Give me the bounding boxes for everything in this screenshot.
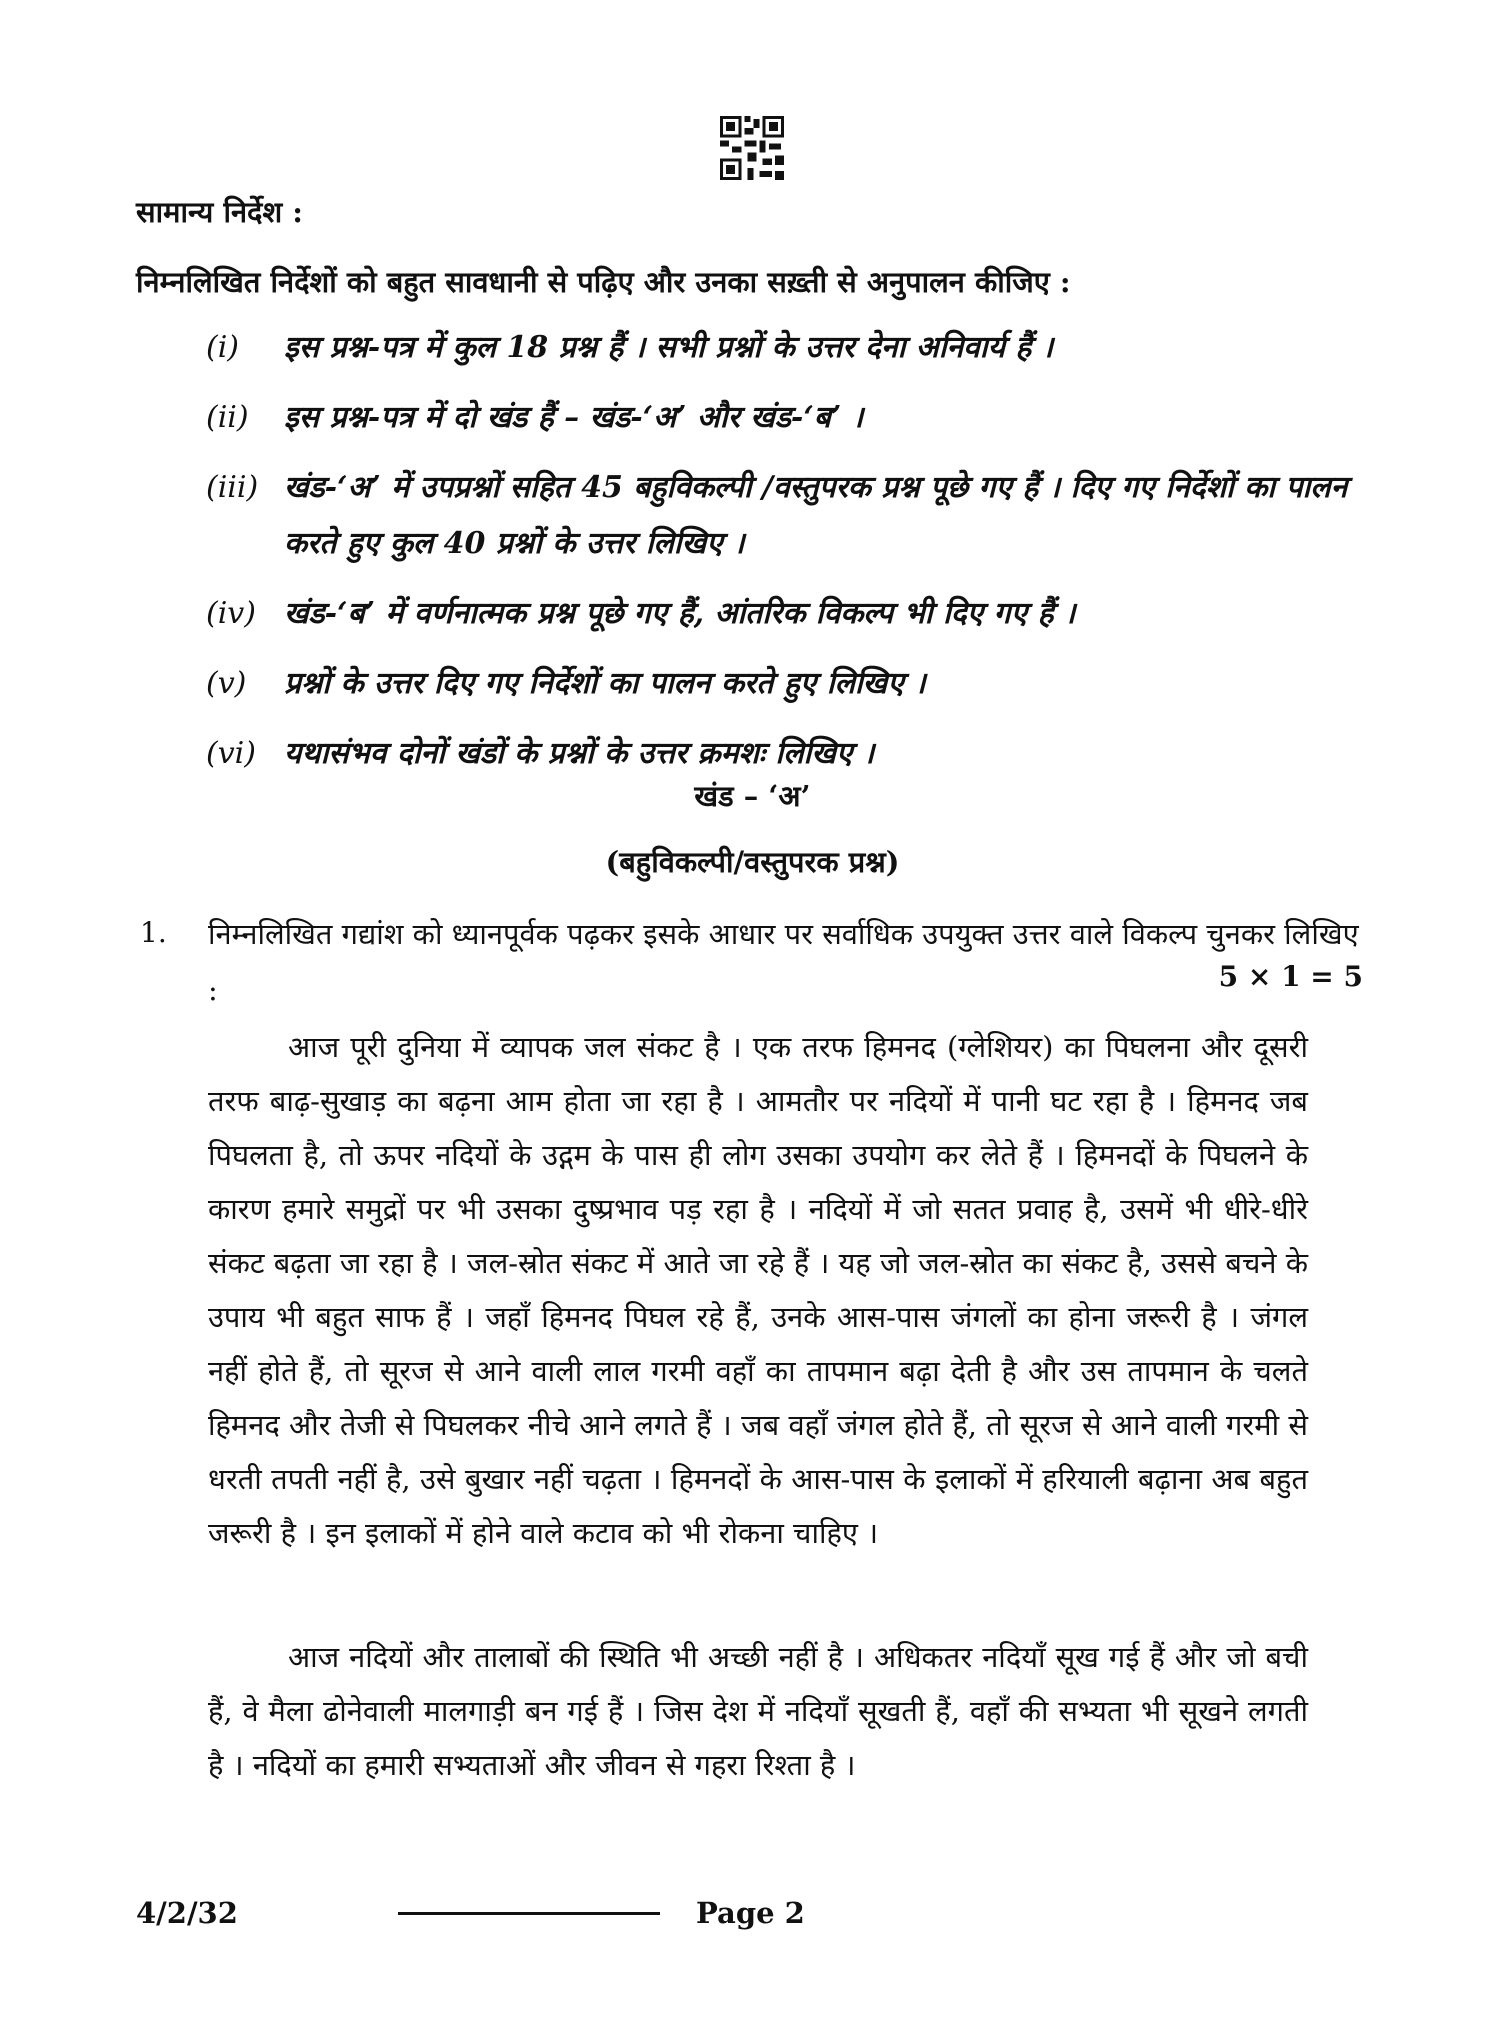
instruction-text: यथासंभव दोनों खंडों के प्रश्नों के उत्तर क्रमशः लिखिए । xyxy=(284,736,875,771)
paper-code: 4/2/32 xyxy=(136,1896,238,1930)
instruction-item xyxy=(206,460,1386,572)
section-subtitle: (बहुविकल्पी/वस्तुपरक प्रश्न) xyxy=(605,845,900,879)
question-marks: 5 × 1 = 5 xyxy=(1218,960,1363,993)
footer-divider xyxy=(398,1912,660,1915)
instruction-item xyxy=(206,390,1386,446)
instruction-number: (i) xyxy=(206,330,240,365)
instructions-list xyxy=(206,320,1386,796)
instruction-text: इस प्रश्न-पत्र में दो खंड हैं – खंड-‘अ’ और खंड-‘ब’ । xyxy=(284,400,864,435)
instruction-number: (iii) xyxy=(206,470,259,505)
instruction-text: खंड-‘ब’ में वर्णनात्मक प्रश्न पूछे गए हैं, आंतरिक विकल्प भी दिए गए हैं । xyxy=(284,596,1076,631)
instruction-number: (vi) xyxy=(206,736,256,771)
question-number: 1. xyxy=(140,916,167,949)
instruction-number: (iv) xyxy=(206,596,256,631)
instruction-item xyxy=(206,586,1386,642)
qr-code-icon xyxy=(720,116,784,180)
passage-paragraph-1: आज पूरी दुनिया में व्यापक जल संकट है । एक तरफ हिमनद (ग्लेशियर) का पिघलना और दूसरी तरफ बाढ़-सुखाड़ का बढ़ना आम होता जा रहा है । आमतौर पर नदियों में पानी घट रहा है । हिमनद जब पिघलता है, तो ऊपर नदियों के उद्गम के पास ही लोग उसका उपयोग कर लेते हैं । हिमनदों के पिघलने के कारण हमारे समुद्रों पर भी उसका दुष्प्रभाव पड़ रहा है । नदियों में जो सतत प्रवाह है, उसमें भी धीरे-धीरे संकट बढ़ता जा रहा है । जल-स्रोत संकट में आते जा रहे हैं । यह जो जल-स्रोत का संकट है, उससे बचने के उपाय भी बहुत साफ हैं । जहाँ हिमनद पिघल रहे हैं, उनके आस-पास जंगलों का होना जरूरी है । जंगल नहीं होते हैं, तो सूरज से आने वाली लाल गरमी वहाँ का तापमान बढ़ा देती है और उस तापमान के चलते हिमनद और तेजी से पिघलकर नीचे आने लगते हैं । जब वहाँ जंगल होते हैं, तो सूरज से आने वाली गरमी से धरती तपती नहीं है, उसे बुखार नहीं चढ़ता । हिमनदों के आस-पास के इलाकों में हरियाली बढ़ाना अब बहुत जरूरी है । इन इलाकों में होने वाले कटाव को भी रोकना चाहिए । xyxy=(208,1030,1308,1550)
instruction-item xyxy=(206,656,1386,712)
general-instructions-intro: निम्नलिखित निर्देशों को बहुत सावधानी से पढ़िए और उनका सख़्ती से अनुपालन कीजिए : xyxy=(136,265,1071,299)
section-title: खंड – ‘अ’ xyxy=(694,779,811,813)
passage-paragraph-2: आज नदियों और तालाबों की स्थिति भी अच्छी नहीं है । अधिकतर नदियाँ सूख गई हैं और जो बची हैं, वे मैला ढोनेवाली मालगाड़ी बन गई हैं । जिस देश में नदियाँ सूखती हैं, वहाँ की सभ्यता भी सूखने लगती है । नदियों का हमारी सभ्यताओं और जीवन से गहरा रिश्ता है । xyxy=(208,1640,1308,1782)
instruction-item xyxy=(206,320,1386,376)
instruction-text: प्रश्नों के उत्तर दिए गए निर्देशों का पालन करते हुए लिखिए । xyxy=(284,666,926,701)
instruction-number: (ii) xyxy=(206,400,249,435)
page-number: Page 2 xyxy=(696,1896,805,1930)
instruction-text: इस प्रश्न-पत्र में कुल 18 प्रश्न हैं । सभी प्रश्नों के उत्तर देना अनिवार्य हैं । xyxy=(284,330,1054,365)
question-text: निम्नलिखित गद्यांश को ध्यानपूर्वक पढ़कर इसके आधार पर सर्वाधिक उपयुक्त उत्तर वाले विकल्प चुनकर लिखिए : xyxy=(208,917,1359,1007)
general-instructions-title: सामान्य निर्देश : xyxy=(136,195,303,229)
instruction-number: (v) xyxy=(206,666,247,701)
instruction-text: खंड-‘अ’ में उपप्रश्नों सहित 45 बहुविकल्पी /वस्तुपरक प्रश्न पूछे गए हैं । दिए गए निर्देशों का पालन करते हुए कुल 40 प्रश्नों के उत्तर लिखिए । xyxy=(284,470,1348,561)
instruction-item xyxy=(206,726,1386,782)
